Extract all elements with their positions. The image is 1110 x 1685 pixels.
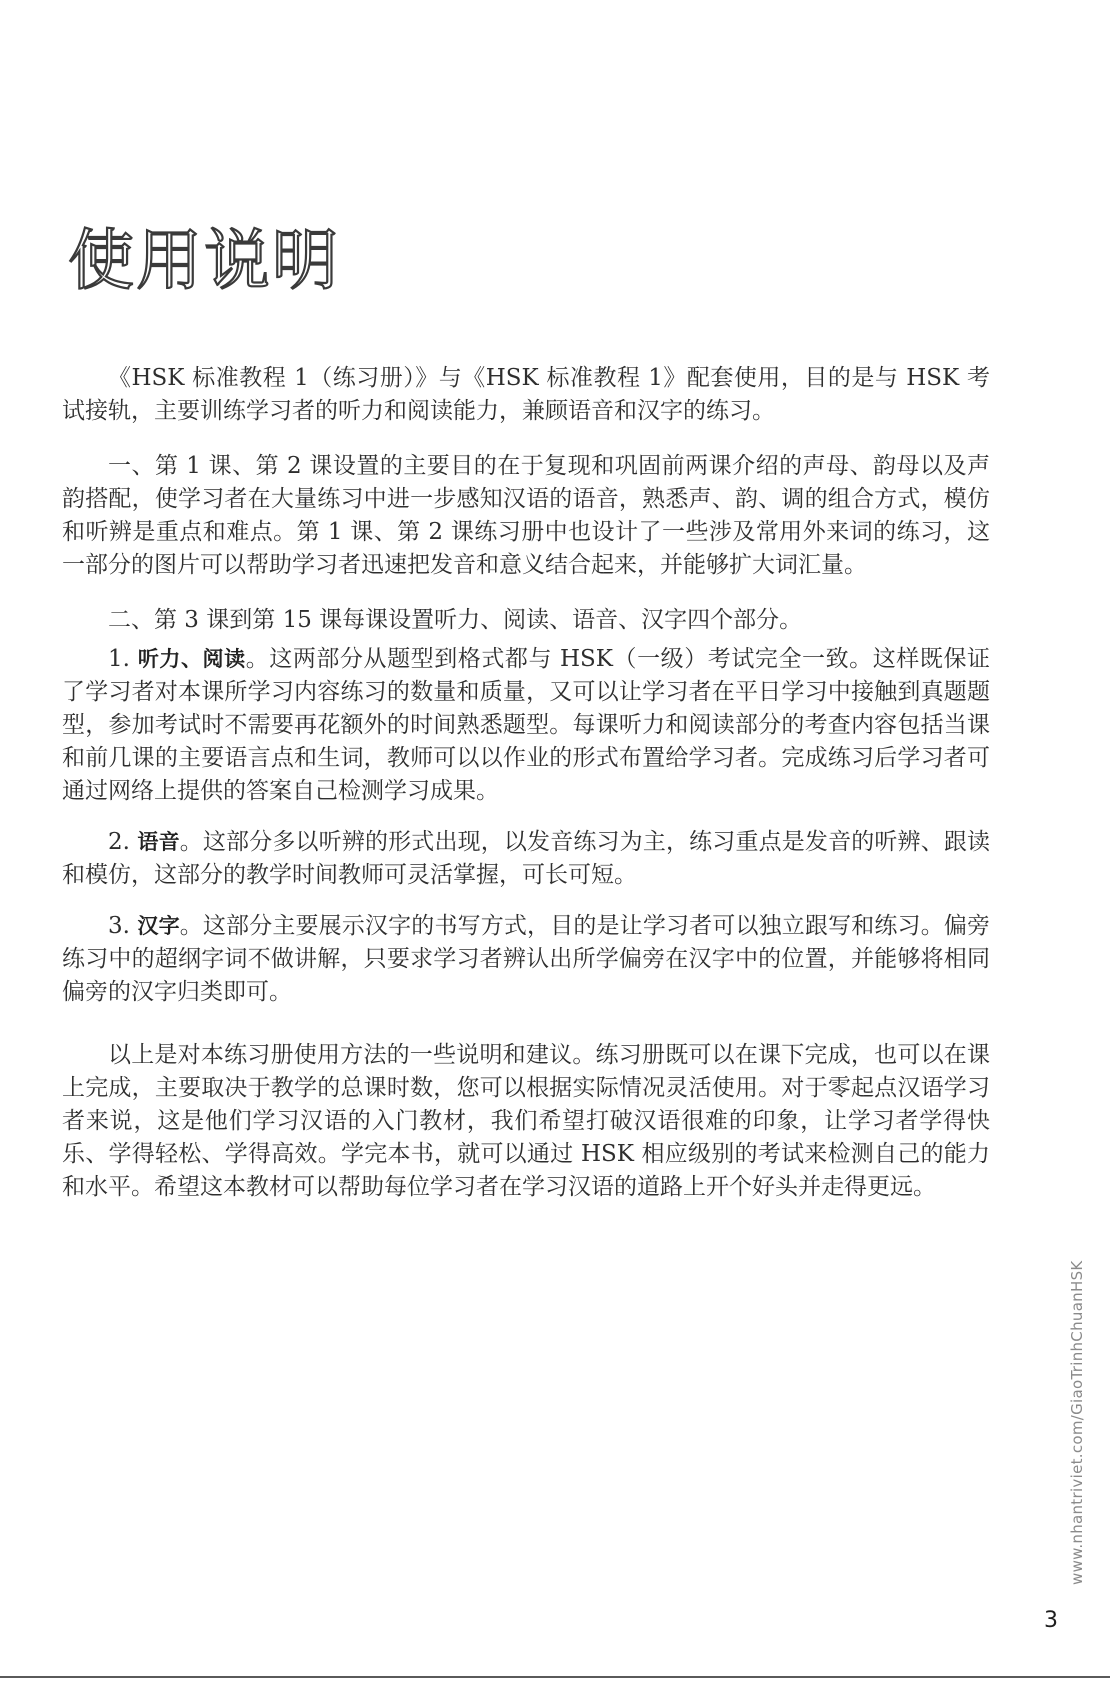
intro-paragraph: 《HSK 标准教程 1（练习册）》与《HSK 标准教程 1》配套使用，目的是与 HSK 考试接轨，主要训练学习者的听力和阅读能力，兼顾语音和汉字的练习。 [62,365,990,424]
item-text: 。这部分主要展示汉字的书写方式，目的是让学习者可以独立跟写和练习。偏旁练习中的超纲字词不做讲解，只要求学习者辨认出所学偏旁在汉字中的位置，并能够将相同偏旁的汉字归类即可。 [62,913,991,1005]
closing-paragraph: 以上是对本练习册使用方法的一些说明和建议。练习册既可以在课下完成，也可以在课上完成，主要取决于教学的总课时数，您可以根据实际情况灵活使用。对于零起点汉语学习者来说，这是他们学习汉语的入门教材，我们希望打破汉语很难的印象，让学习者学得快乐、学得轻松、学得高效。学完本书，就可以通过 HSK 相应级别的考试来检测自己的能力和水平。希望这本教材可以帮助每位学习者在学习汉语的道路上开个好头并走得更远。 [62,1042,990,1200]
bottom-edge-line [0,1676,1110,1678]
item-pronunciation [62,826,990,892]
part-two-paragraph: 二、第 3 课到第 15 课每课设置听力、阅读、语音、汉字四个部分。 [108,607,803,633]
body-text [62,362,990,1204]
page-number: 3 [1044,1608,1058,1633]
item-text: 。这两部分从题型到格式都与 HSK（一级）考试完全一致。这样既保证了学习者对本课所学习内容练习的数量和质量，又可以让学习者在平日学习中接触到真题题型，参加考试时不需要再花额外的时间熟悉题型。每课听力和阅读部分的考查内容包括当课和前几课的主要语言点和生词，教师可以以作业的形式布置给学习者。完成练习后学习者可通过网络上提供的答案自己检测学习成果。 [62,646,991,804]
item-heading: 语音 [137,830,180,854]
item-heading: 听力、阅读 [137,647,246,671]
sidebar-website-url: www.nhantriviet.com/GiaoTrinhChuanHSK [1068,1260,1086,1585]
item-heading: 汉字 [137,914,180,938]
item-characters [62,910,990,1009]
page-title: 使用说明 [68,222,340,299]
item-text: 。这部分多以听辨的形式出现，以发音练习为主，练习重点是发音的听辨、跟读和模仿，这部分的教学时间教师可灵活掌握，可长可短。 [62,829,991,888]
part-one-paragraph: 一、第 1 课、第 2 课设置的主要目的在于复现和巩固前两课介绍的声母、韵母以及声韵搭配，使学习者在大量练习中进一步感知汉语的语音，熟悉声、韵、调的组合方式，模仿和听辨是重点和难点。第 1 课、第 2 课练习册中也设计了一些涉及常用外来词的练习，这一部分的图片可以帮助学习者迅速把发音和意义结合起来，并能够扩大词汇量。 [62,453,990,578]
item-number: 2. [108,829,130,855]
item-number: 1. [108,646,130,672]
item-listening-reading [62,643,990,808]
item-number: 3. [108,913,130,939]
